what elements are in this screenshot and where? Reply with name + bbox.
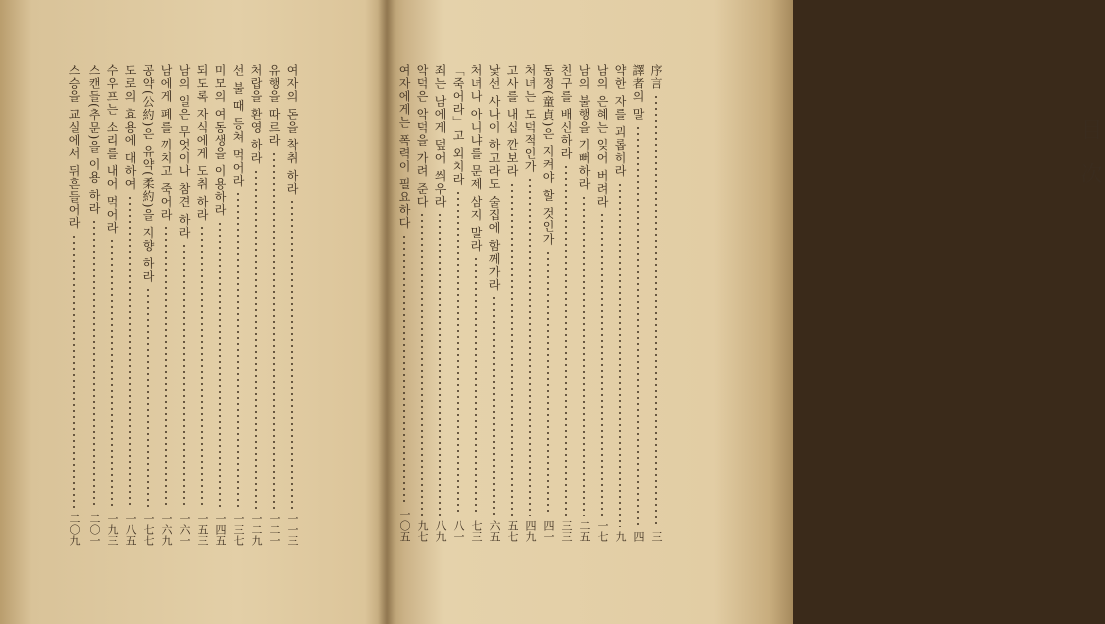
toc-entry — [648, 64, 664, 542]
toc-entry-title: 스캔들(추문)을 이용 하라 — [87, 64, 101, 215]
toc-dot-leader — [583, 195, 585, 516]
toc-entry-page: 一六九 — [160, 513, 173, 546]
toc-entry — [122, 64, 138, 546]
toc-dot-leader — [493, 295, 495, 516]
toc-heading: 目次 — [1077, 118, 1102, 206]
toc-entry — [140, 64, 156, 546]
toc-dot-leader — [147, 287, 149, 509]
toc-dot-leader — [529, 177, 531, 516]
toc-entry-page: 一六一 — [178, 513, 191, 546]
toc-entry-title: 序言 — [649, 64, 663, 90]
toc-dot-leader — [403, 234, 405, 505]
toc-dot-leader — [255, 169, 257, 509]
toc-entry-page: 一九三 — [106, 513, 119, 546]
toc-entry-title: 처녀나 아니냐를 문제 삼지 말라 — [469, 64, 483, 253]
toc-dot-leader — [237, 191, 239, 509]
toc-entry-page: 九 — [614, 531, 627, 542]
toc-dot-leader — [273, 151, 275, 509]
toc-entry-title: 죄는 남에게 덮어 씌우라 — [433, 64, 447, 209]
toc-entry-title: 낯선 사나이 하고라도 술집에 함께가라 — [487, 64, 501, 292]
toc-entry-title: 「죽어라」고 외치라 — [451, 64, 465, 186]
toc-entry — [612, 64, 628, 542]
toc-entry — [504, 64, 520, 542]
toc-entry-page: 七三 — [470, 520, 483, 542]
toc-entry-title: 譯者의 말 — [631, 64, 645, 121]
toc-dot-leader — [93, 219, 95, 509]
toc-entry — [432, 64, 448, 542]
toc-dot-leader — [601, 212, 603, 516]
toc-entry-page: 四九 — [524, 520, 537, 542]
toc-entry — [414, 64, 430, 542]
toc-entry-title: 스승을 교실에서 뒤흔들어라 — [67, 64, 81, 230]
toc-entry — [104, 64, 120, 546]
toc-entry-page: 一〇五 — [398, 509, 411, 542]
toc-dot-leader — [511, 182, 513, 516]
toc-entry-page: 二〇九 — [68, 513, 81, 546]
toc-entry — [194, 64, 210, 546]
toc-dot-leader — [421, 212, 423, 516]
toc-dot-leader — [73, 234, 75, 509]
toc-dot-leader — [619, 182, 621, 527]
toc-dot-leader — [475, 256, 477, 516]
toc-entry-title: 남의 일은 무엇이나 참견 하라 — [177, 64, 191, 240]
toc-entry-page: 一二九 — [250, 513, 263, 546]
toc-entry-page: 三 — [650, 531, 663, 542]
toc-entry — [86, 64, 102, 546]
toc-dot-leader — [547, 250, 549, 516]
toc-entry-title: 친구를 배신하라 — [559, 64, 573, 160]
toc-entry — [540, 64, 556, 542]
toc-entry-page: 一二一 — [268, 513, 281, 546]
toc-entry-title: 공약(公約)은 유약(柔約)을 지향 하라 — [141, 64, 155, 284]
toc-entry-page: 一三七 — [232, 513, 245, 546]
toc-entry-title: 동정(童貞)은 지켜야 할 것인가 — [541, 64, 555, 246]
toc-dot-leader — [165, 225, 167, 509]
toc-entry-page: 二五 — [578, 520, 591, 542]
toc-entry — [558, 64, 574, 542]
toc-dot-leader — [439, 212, 441, 516]
toc-dot-leader — [183, 243, 185, 509]
toc-entry-page: 三三 — [560, 520, 573, 542]
toc-entry — [396, 64, 412, 542]
toc-entry-title: 처랍을 환영 하라 — [249, 64, 263, 165]
toc-entry-title: 도로의 효용에 대하여 — [123, 64, 137, 191]
toc-entry-page: 一四五 — [214, 513, 227, 546]
toc-entry-title: 되도록 자식에게 도취 하라 — [195, 64, 209, 222]
toc-entry-page: 六五 — [488, 520, 501, 542]
toc-dot-leader — [129, 195, 131, 509]
toc-dot-leader — [565, 164, 567, 516]
toc-dot-leader — [637, 125, 639, 527]
toc-dot-leader — [111, 238, 113, 509]
toc-entry — [212, 64, 228, 546]
toc-entry-page: 一五三 — [196, 513, 209, 546]
toc-entry — [158, 64, 174, 546]
toc-entry — [230, 64, 246, 546]
toc-entry-title: 여자의 돈을 착취 하라 — [285, 64, 299, 196]
toc-dot-leader — [291, 199, 293, 509]
toc-entry-page: 二〇一 — [88, 513, 101, 546]
right-page — [390, 0, 1102, 624]
toc-entry — [522, 64, 538, 542]
toc-entry-title: 유행을 따르라 — [267, 64, 281, 147]
toc-dot-leader — [219, 221, 221, 509]
toc-entry — [66, 64, 82, 546]
toc-entry — [176, 64, 192, 546]
toc-entry-title: 고사를 내십 깐보라 — [505, 64, 519, 178]
toc-entry-title: 남의 은혜는 잊어 버려라 — [595, 64, 609, 209]
toc-entry — [630, 64, 646, 542]
toc-entry-page: 九七 — [416, 520, 429, 542]
toc-entry — [576, 64, 592, 542]
toc-entry-page: 一八五 — [124, 513, 137, 546]
toc-entry-page: 四一 — [542, 520, 555, 542]
toc-entry-title: 선 불 때 등쳐 먹어라 — [231, 64, 245, 188]
toc-entry-page: 五七 — [506, 520, 519, 542]
toc-entry-title: 약한 자를 괴롭히라 — [613, 64, 627, 178]
toc-entry-title: 처녀는 도덕적인가 — [523, 64, 537, 173]
toc-dot-leader — [457, 190, 459, 516]
toc-entry-title: 악덕은 악덕을 가려 준다 — [415, 64, 429, 209]
toc-entry — [284, 64, 300, 546]
toc-dot-leader — [655, 94, 657, 527]
toc-entry — [468, 64, 484, 542]
toc-entry — [450, 64, 466, 542]
toc-entry — [248, 64, 264, 546]
toc-entry-title: 수우프는 소리를 내어 먹어라 — [105, 64, 119, 235]
toc-dot-leader — [201, 225, 203, 509]
toc-entry-page: 八一 — [452, 520, 465, 542]
toc-entry-page: 四 — [632, 531, 645, 542]
toc-entry-page: 一七七 — [142, 513, 155, 546]
left-page — [0, 0, 385, 624]
toc-entry-title: 미모의 여동생을 이용하라 — [213, 64, 227, 217]
toc-entry-title: 남에게 폐를 끼치고 죽어라 — [159, 64, 173, 222]
toc-entry — [594, 64, 610, 542]
toc-entry-page: 一七 — [596, 520, 609, 542]
toc-entry-page: 八九 — [434, 520, 447, 542]
toc-entry-page: 一一三 — [286, 513, 299, 546]
toc-entry-title: 남의 불행을 기뻐하라 — [577, 64, 591, 191]
toc-entry — [266, 64, 282, 546]
toc-entry-title: 여자에게는 폭력이 필요하다 — [397, 64, 411, 230]
toc-entry — [486, 64, 502, 542]
